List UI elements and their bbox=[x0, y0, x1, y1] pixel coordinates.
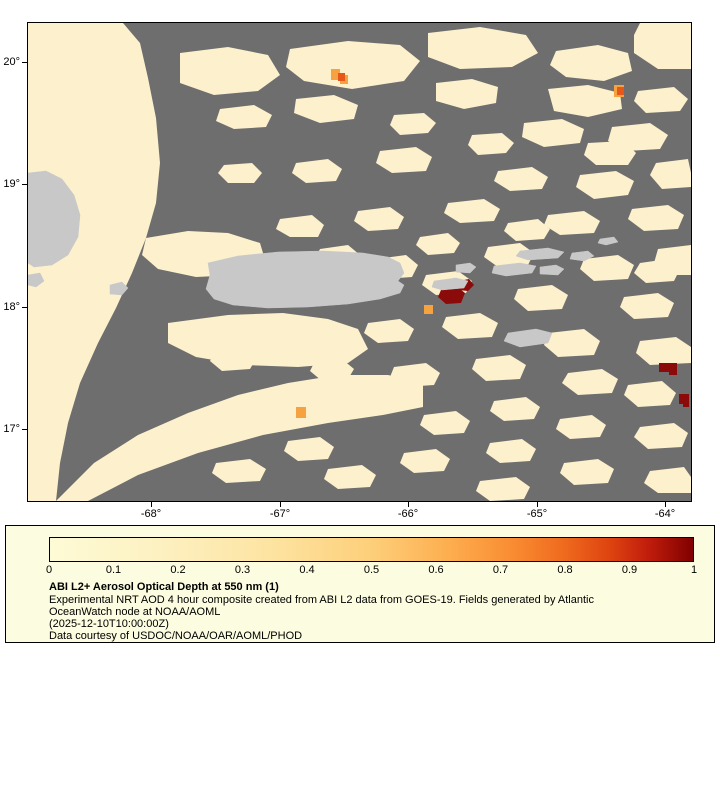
x-tick-2 bbox=[408, 502, 409, 507]
colorbar-tick-1: 0.1 bbox=[105, 564, 122, 576]
colorbar-tick-2: 0.2 bbox=[170, 564, 186, 576]
x-tick-4 bbox=[665, 502, 666, 507]
colorbar-tick-6: 0.6 bbox=[428, 564, 444, 576]
y-tick-3 bbox=[22, 429, 27, 430]
x-tick-1 bbox=[280, 502, 281, 507]
x-axis-label-1: -67° bbox=[269, 508, 291, 520]
map-frame[interactable] bbox=[27, 22, 692, 502]
aod-raster bbox=[28, 23, 691, 501]
x-axis-label-3: -65° bbox=[526, 508, 548, 520]
y-axis-label-3: 17° bbox=[3, 423, 20, 435]
x-tick-0 bbox=[151, 502, 152, 507]
x-axis-label-2: -66° bbox=[397, 508, 419, 520]
caption-line-3: (2025-12-10T10:00:00Z) bbox=[49, 618, 169, 630]
y-tick-2 bbox=[22, 307, 27, 308]
y-tick-1 bbox=[22, 184, 27, 185]
colorbar-tick-3: 0.3 bbox=[234, 564, 251, 576]
colorbar-tick-labels bbox=[45, 564, 698, 578]
colorbar-tick-9: 0.9 bbox=[621, 564, 638, 576]
colorbar-tick-5: 0.5 bbox=[363, 564, 380, 576]
x-tick-3 bbox=[537, 502, 538, 507]
caption-block bbox=[49, 581, 699, 642]
legend-panel bbox=[5, 525, 715, 643]
x-axis-label-0: -68° bbox=[140, 508, 162, 520]
colorbar-tick-4: 0.4 bbox=[299, 564, 315, 576]
y-tick-0 bbox=[22, 62, 27, 63]
colorbar-tick-7: 0.7 bbox=[492, 564, 509, 576]
caption-line-1: Experimental NRT AOD 4 hour composite created from ABI L2 data from GOES-19. Fields generated by Atlantic bbox=[49, 594, 594, 606]
map-container bbox=[27, 22, 692, 502]
colorbar-tick-10: 1 bbox=[690, 564, 698, 576]
colorbar[interactable] bbox=[49, 537, 694, 562]
caption-line-2: OceanWatch node at NOAA/AOML bbox=[49, 606, 221, 618]
caption-line-4: Data courtesy of USDOC/NOAA/OAR/AOML/PHOD bbox=[49, 630, 303, 642]
y-axis-label-1: 19° bbox=[3, 178, 20, 190]
x-axis-label-4: -64° bbox=[654, 508, 676, 520]
caption-title: ABI L2+ Aerosol Optical Depth at 550 nm (1) bbox=[49, 581, 279, 593]
y-axis-label-2: 18° bbox=[3, 301, 20, 313]
colorbar-tick-0: 0 bbox=[45, 564, 53, 576]
colorbar-container bbox=[45, 537, 698, 576]
colorbar-tick-8: 0.8 bbox=[557, 564, 573, 576]
y-axis-label-0: 20° bbox=[3, 56, 20, 68]
